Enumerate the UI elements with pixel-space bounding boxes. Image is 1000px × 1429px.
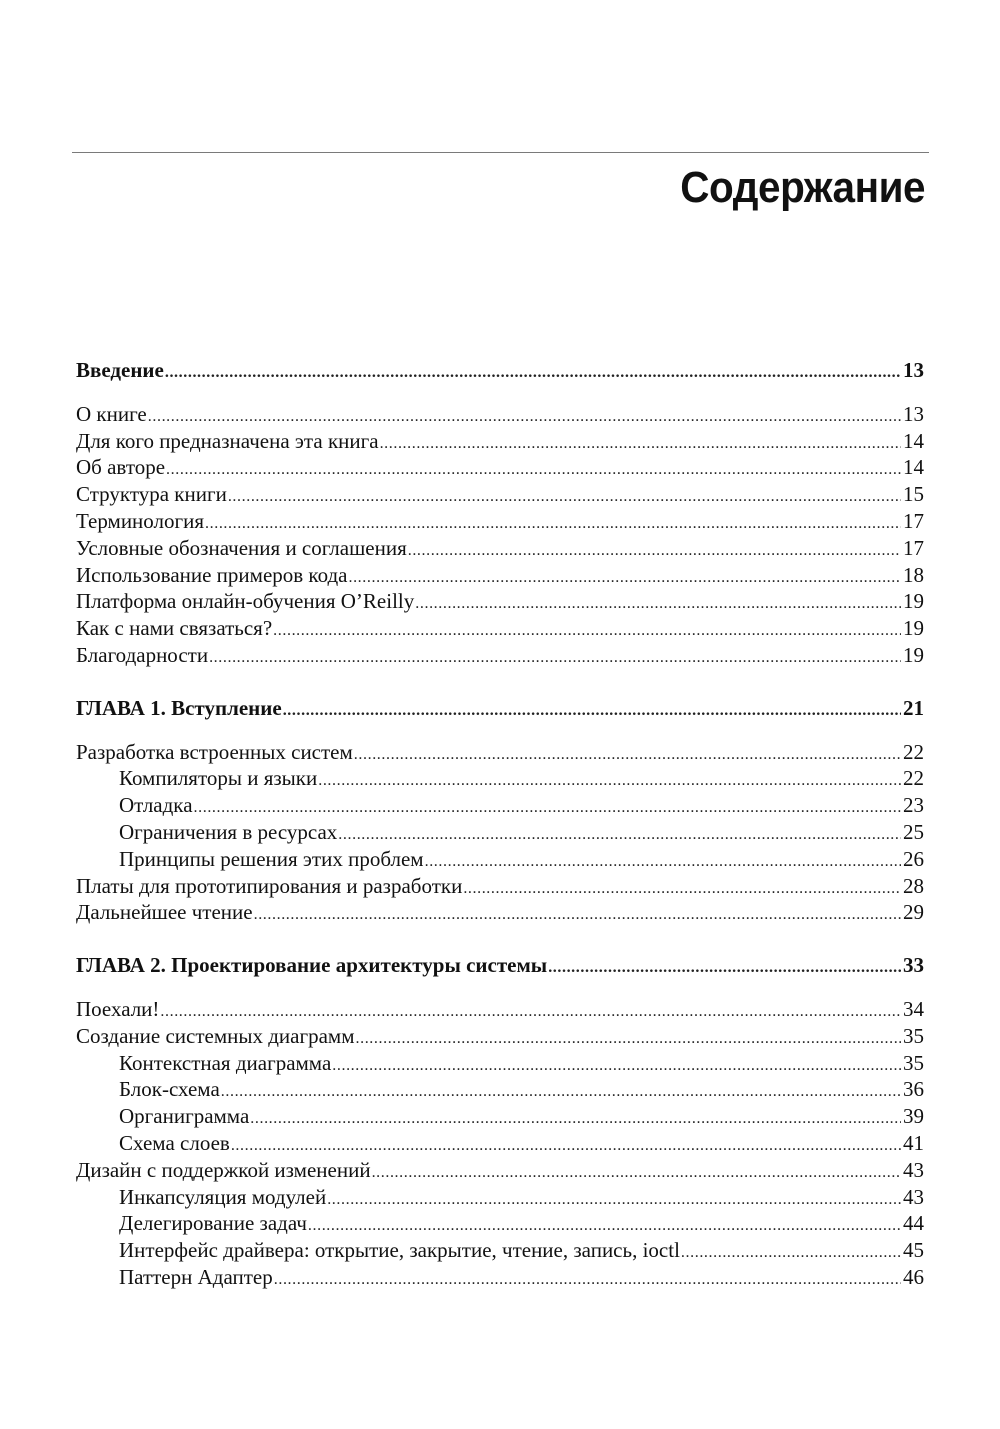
toc-section-entry[interactable] [76,642,924,669]
toc-dot-leader [166,457,901,484]
toc-entry-title: Платы для прототипирования и разработки [76,873,463,898]
toc-page-number: 35 [903,1050,924,1075]
toc-page-number: 41 [903,1130,924,1155]
toc-dot-leader [221,1079,901,1106]
toc-entry-title: Органиграмма [119,1104,250,1129]
toc-page-number: 36 [903,1077,924,1102]
toc-entry-title: О книге [76,401,147,426]
toc-entry-title: Схема слоев [119,1130,230,1155]
toc-page-number: 44 [903,1211,924,1236]
toc-dot-leader [165,360,901,387]
toc-section-entry[interactable] [76,401,924,428]
toc-entry-title: Разработка встроенных систем [76,739,353,764]
toc-page-number: 21 [903,695,924,720]
toc-entry-title: ГЛАВА 1. Вступление [76,695,282,720]
toc-page-number: 29 [903,900,924,925]
toc-section-entry[interactable] [76,454,924,481]
toc-section-entry[interactable] [76,996,924,1023]
toc-page-number: 19 [903,589,924,614]
toc-page-number: 43 [903,1184,924,1209]
toc-dot-leader [148,404,901,431]
toc-page-number: 33 [903,953,924,978]
toc-page-number: 26 [903,846,924,871]
toc-page-number: 13 [903,401,924,426]
toc-subsection-entry[interactable] [76,1103,924,1130]
toc-dot-leader [254,902,901,929]
toc-page-number: 23 [903,793,924,818]
page-title: Содержание [680,163,925,212]
toc-entry-title: Контекстная диаграмма [119,1050,332,1075]
toc-subsection-entry[interactable] [76,1264,924,1291]
toc-dot-leader [194,795,901,822]
toc-section-entry[interactable] [76,428,924,455]
toc-dot-leader [228,484,901,511]
toc-dot-leader [372,1160,901,1187]
toc-section-entry[interactable] [76,899,924,926]
toc-entry-title: Делегирование задач [119,1211,307,1236]
toc-entry-title: Компиляторы и языки [119,766,318,791]
toc-entry-title: Инкапсуляция модулей [119,1184,327,1209]
toc-page-number: 46 [903,1264,924,1289]
toc-dot-leader [425,849,901,876]
toc-subsection-entry[interactable] [76,1210,924,1237]
toc-dot-leader [327,1187,901,1214]
toc-entry-title: Паттерн Адаптер [119,1264,273,1289]
toc-section-entry[interactable] [76,739,924,766]
toc-dot-leader [380,431,901,458]
toc-entry-title: Дизайн с поддержкой изменений [76,1157,371,1182]
toc-page-number: 19 [903,616,924,641]
toc-section [76,357,924,669]
toc-subsection-entry[interactable] [76,792,924,819]
toc-entry-title: Благодарности [76,642,209,667]
toc-dot-leader [205,511,901,538]
toc-entry-title: Отладка [119,793,193,818]
toc-page-number: 22 [903,766,924,791]
toc-page-number: 45 [903,1238,924,1263]
toc-dot-leader [273,618,901,645]
toc-entry-title: Платформа онлайн-обучения O’Reilly [76,589,415,614]
toc-dot-leader [415,591,901,618]
toc-page-number: 34 [903,996,924,1021]
toc-dot-leader [332,1053,901,1080]
toc-page-number: 14 [903,428,924,453]
toc-section-entry[interactable] [76,562,924,589]
toc-entry-title: Блок-схема [119,1077,220,1102]
toc-dot-leader [681,1240,901,1267]
toc-entry-title: Принципы решения этих проблем [119,846,424,871]
toc-dot-leader [231,1133,901,1160]
toc-dot-leader [354,742,901,769]
toc-page-number: 18 [903,562,924,587]
toc-entry-title: Дальнейшее чтение [76,900,253,925]
toc-subsection-entry[interactable] [76,819,924,846]
toc-subsection-entry[interactable] [76,1050,924,1077]
toc-subsection-entry[interactable] [76,1184,924,1211]
toc-entry-title: ГЛАВА 2. Проектирование архитектуры системы [76,953,548,978]
toc-dot-leader [348,565,901,592]
toc-page-number: 17 [903,508,924,533]
toc-dot-leader [463,876,901,903]
toc-section [76,952,924,1291]
toc-subsection-entry[interactable] [76,1130,924,1157]
toc-section-entry[interactable] [76,508,924,535]
toc-entry-title: Для кого предназначена эта книга [76,428,379,453]
toc-entry-title: Терминология [76,508,205,533]
toc-section-entry[interactable] [76,615,924,642]
toc-entry-title: Ограничения в ресурсах [119,819,338,844]
toc-section-entry[interactable] [76,1023,924,1050]
toc-page-number: 28 [903,873,924,898]
toc-dot-leader [408,538,901,565]
toc-page-number: 39 [903,1104,924,1129]
toc-entry-title: Условные обозначения и соглашения [76,535,407,560]
toc-dot-leader [274,1267,901,1294]
toc-section-entry[interactable] [76,588,924,615]
toc-entry-title: Создание системных диаграмм [76,1023,355,1048]
toc-dot-leader [318,768,901,795]
toc-page-number: 35 [903,1023,924,1048]
toc-entry-title: Интерфейс драйвера: открытие, закрытие, чтение, запись, ioctl [119,1238,680,1263]
toc-entry-title: Поехали! [76,996,160,1021]
toc-chapter-heading[interactable] [76,952,924,979]
toc-page-number: 25 [903,819,924,844]
toc-dot-leader [160,999,901,1026]
header-rule [72,152,929,153]
toc-entry-title: Об авторе [76,455,166,480]
toc-dot-leader [308,1213,901,1240]
toc-section-entry[interactable] [76,535,924,562]
table-of-contents [76,357,924,1291]
toc-chapter-heading[interactable] [76,357,924,384]
toc-page-number: 15 [903,482,924,507]
toc-chapter-heading[interactable] [76,695,924,722]
toc-section [76,695,924,926]
toc-dot-leader [338,822,901,849]
toc-subsection-entry[interactable] [76,846,924,873]
toc-section-entry[interactable] [76,481,924,508]
toc-page-number: 19 [903,642,924,667]
toc-subsection-entry[interactable] [76,765,924,792]
toc-entry-title: Использование примеров кода [76,562,348,587]
toc-page-number: 43 [903,1157,924,1182]
toc-page-number: 22 [903,739,924,764]
toc-dot-leader [356,1026,902,1053]
toc-page-number: 17 [903,535,924,560]
toc-subsection-entry[interactable] [76,1237,924,1264]
toc-subsection-entry[interactable] [76,1076,924,1103]
toc-dot-leader [209,645,901,672]
toc-entry-title: Введение [76,358,164,382]
toc-entry-title: Структура книги [76,482,227,507]
toc-section-entry[interactable] [76,1157,924,1184]
toc-page-number: 13 [903,358,924,382]
toc-section-entry[interactable] [76,873,924,900]
toc-entry-title: Как с нами связаться? [76,616,273,641]
toc-dot-leader [283,698,901,725]
toc-dot-leader [250,1106,901,1133]
toc-page-number: 14 [903,455,924,480]
toc-dot-leader [548,955,901,982]
